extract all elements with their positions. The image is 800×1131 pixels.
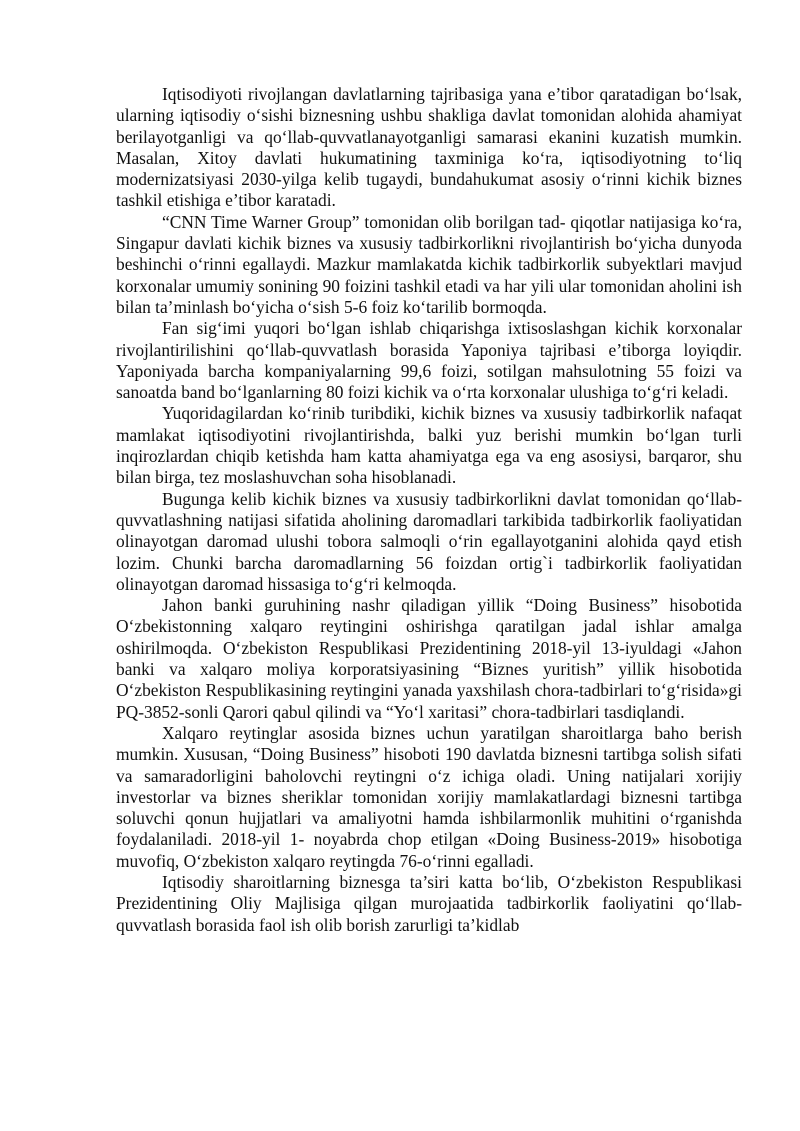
paragraph-4: Yuqoridagilardan ko‘rinib turibdiki, kichik biznes va xususiy tadbirkorlik nafaqat mamlakat iqtisodiyotini rivojlantirishda, balki yuz berishi mumkin bo‘lgan turli inqirozlardan chiqib ketishda ham katta ahamiyatga ega va eng asosiysi, barqaror, shu bilan birga, tez moslashuvchan soha hisoblanadi. — [116, 403, 742, 488]
paragraph-8: Iqtisodiy sharoitlarning biznesga ta’siri katta bo‘lib, O‘zbekiston Respublikasi Prezidentining Oliy Majlisiga qilgan murojaatida tadbirkorlik faoliyatini qo‘llab-quvvatlash borasida faol ish olib borish zarurligi ta’kidlab — [116, 871, 742, 935]
document-page — [116, 84, 742, 936]
paragraph-6: Jahon banki guruhining nashr qiladigan yillik “Doing Business” hisobotida O‘zbekistonning xalqaro reytingini oshirishga qaratilgan jadal ishlar amalga oshirilmoqda. O‘zbekiston Respublikasi Prezidentining 2018-yil 13-iyuldagi «Jahon banki va xalqaro moliya korporatsiyasining “Biznes yuritish” yillik hisobotida O‘zbekiston Respublikasining reytingini yanada yaxshilash chora-tadbirlari to‘g‘risida»gi PQ-3852-sonli Qarori qabul qilindi va “Yo‘l xaritasi” chora-tadbirlari tasdiqlandi. — [116, 595, 742, 722]
paragraph-2: “CNN Time Warner Group” tomonidan olib borilgan tad- qiqotlar natijasiga ko‘ra, Singapur davlati kichik biznes va xususiy tadbirkorlikni rivojlantirish bo‘yicha dunyoda beshinchi o‘rinni egallaydi. Mazkur mamlakatda kichik tadbirkorlik subyektlari mavjud korxonalar umumiy sonining 90 foizini tashkil etadi va har yili ular tomonidan aholini ish bilan ta’minlash bo‘yicha o‘sish 5-6 foiz ko‘tarilib bormoqda. — [116, 211, 742, 317]
paragraph-7: Xalqaro reytinglar asosida biznes uchun yaratilgan sharoitlarga baho berish mumkin. Xususan, “Doing Business” hisoboti 190 davlatda biznesni tartibga solish sifati va samaradorligini baholovchi reytingni o‘z ichiga oladi. Uning natijalari xorijiy investorlar va biznes sheriklar tomonidan xorijiy mamlakatlardagi biznesni tartibga soluvchi qonun hujjatlari va amaliyotni hamda ishbilarmonlik muhitini o‘rganishda foydalaniladi. 2018-yil 1- noyabrda chop etilgan «Doing Business-2019» hisobotiga muvofiq, O‘zbekiston xalqaro reytingda 76-o‘rinni egalladi. — [116, 722, 742, 871]
paragraph-3: Fan sig‘imi yuqori bo‘lgan ishlab chiqarishga ixtisoslashgan kichik korxonalar rivojlantirilishini qo‘llab-quvvatlash borasida Yaponiya tajribasi e’tiborga loyiqdir. Yaponiyada barcha kompaniyalarning 99,6 foizi, sotilgan mahsulotning 55 foizi va sanoatda band bo‘lganlarning 80 foizi kichik va o‘rta korxonalar ulushiga to‘g‘ri keladi. — [116, 318, 742, 403]
paragraph-5: Bugunga kelib kichik biznes va xususiy tadbirkorlikni davlat tomonidan qo‘llab-quvvatlashning natijasi sifatida aholining daromadlari tarkibida tadbirkorlik faoliyatidan olinayotgan daromad ulushi tobora salmoqli o‘rin egallayotganini alohida qayd etish lozim. Chunki barcha daromadlarning 56 foizdan ortig`i tadbirkorlik faoliyatidan olinayotgan daromad hissasiga to‘g‘ri kelmoqda. — [116, 488, 742, 594]
paragraph-1: Iqtisodiyoti rivojlangan davlatlarning tajribasiga yana e’tibor qaratadigan bo‘lsak, ularning iqtisodiy o‘sishi biznesning ushbu shakliga davlat tomonidan alohida ahamiyat berilayotganligi va qo‘llab-quvvatlanayotganligi samarasi ekanini kuzatish mumkin. Masalan, Xitoy davlati hukumatining taxminiga ko‘ra, iqtisodiyotning to‘liq modernizatsiyasi 2030-yilga kelib tugaydi, bundahukumat asosiy o‘rinni kichik biznes tashkil etishiga e’tibor karatadi. — [116, 84, 742, 211]
